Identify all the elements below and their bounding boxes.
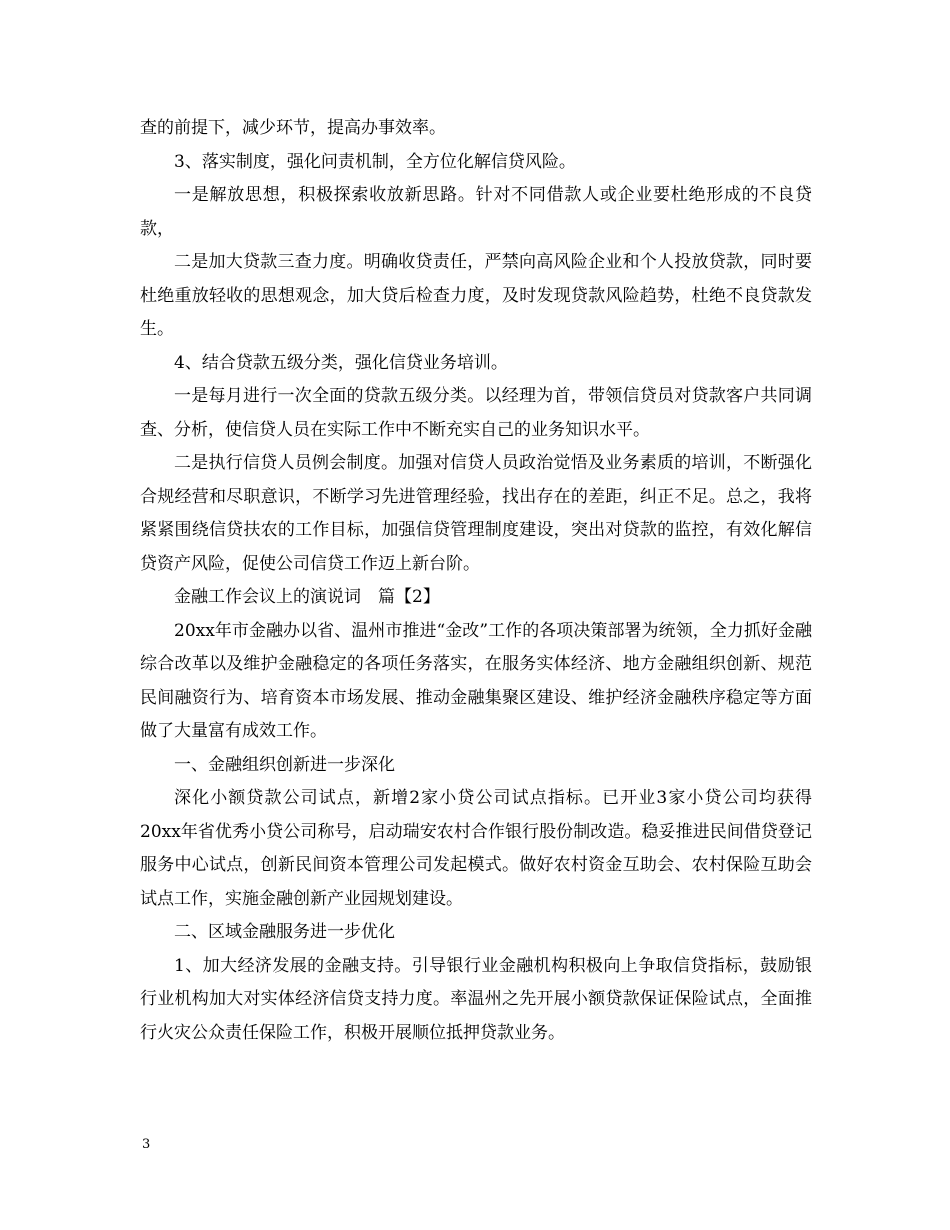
paragraph-4: 二是加大贷款三查力度。明确收贷责任，严禁向高风险企业和个人投放贷款，同时要杜绝重放轻收的思想观念，加大贷后检查力度，及时发现贷款风险趋势，杜绝不良贷款发生。 [140, 252, 812, 339]
section-heading-1: 一、金融组织创新进一步深化 [174, 754, 395, 775]
paragraph-9: 20xx年市金融办以省、温州市推进“金改”工作的各项决策部署为统领，全力抓好金融综合改革以及维护金融稳定的各项任务落实，在服务实体经济、地方金融组织创新、规范民间融资行为、培育资本市场发展、推动金融集聚区建设、维护经济金融秩序稳定等方面做了大量富有成效工作。 [140, 620, 812, 741]
paragraph-2: 3、落实制度，强化问责机制，全方位化解信贷风险。 [174, 151, 576, 172]
paragraph-11: 深化小额贷款公司试点，新增2家小贷公司试点指标。已开业3家小贷公司均获得20xx年省优秀小贷公司称号，启动瑞安农村合作银行股份制改造。稳妥推进民间借贷登记服务中心试点，创新民间资本管理公司发起模式。做好农村资金互助会、农村保险互助会试点工作，实施金融创新产业园规划建设。 [140, 788, 812, 909]
paragraph-6: 一是每月进行一次全面的贷款五级分类。以经理为首，带领信贷员对贷款客户共同调查、分析，使信贷人员在实际工作中不断充实自己的业务知识水平。 [140, 386, 812, 440]
section-heading-2: 二、区域金融服务进一步优化 [174, 922, 395, 942]
document-body [140, 112, 812, 1050]
paragraph-1: 查的前提下，减少环节，提高办事效率。 [140, 118, 446, 138]
page-number: 3 [142, 1137, 151, 1152]
paragraph-3: 一是解放思想，积极探索收放新思路。针对不同借款人或企业要杜绝形成的不良贷款， [140, 185, 812, 239]
paragraph-7: 二是执行信贷人员例会制度。加强对信贷人员政治觉悟及业务素质的培训，不断强化合规经营和尽职意识，不断学习先进管理经验，找出存在的差距，纠正不足。总之，我将紧紧围绕信贷扶农的工作目标，加强信贷管理制度建设，突出对贷款的监控，有效化解信贷资产风险，促使公司信贷工作迈上新台阶。 [140, 453, 812, 574]
paragraph-5: 4、结合贷款五级分类，强化信贷业务培训。 [174, 352, 508, 373]
section-heading-speech-2: 金融工作会议上的演说词 篇【2】 [174, 587, 440, 607]
paragraph-13: 1、加大经济发展的金融支持。引导银行业金融机构积极向上争取信贷指标，鼓励银行业机构加大对实体经济信贷支持力度。率温州之先开展小额贷款保证保险试点，全面推行火灾公众责任保险工作，积极开展顺位抵押贷款业务。 [140, 955, 812, 1043]
